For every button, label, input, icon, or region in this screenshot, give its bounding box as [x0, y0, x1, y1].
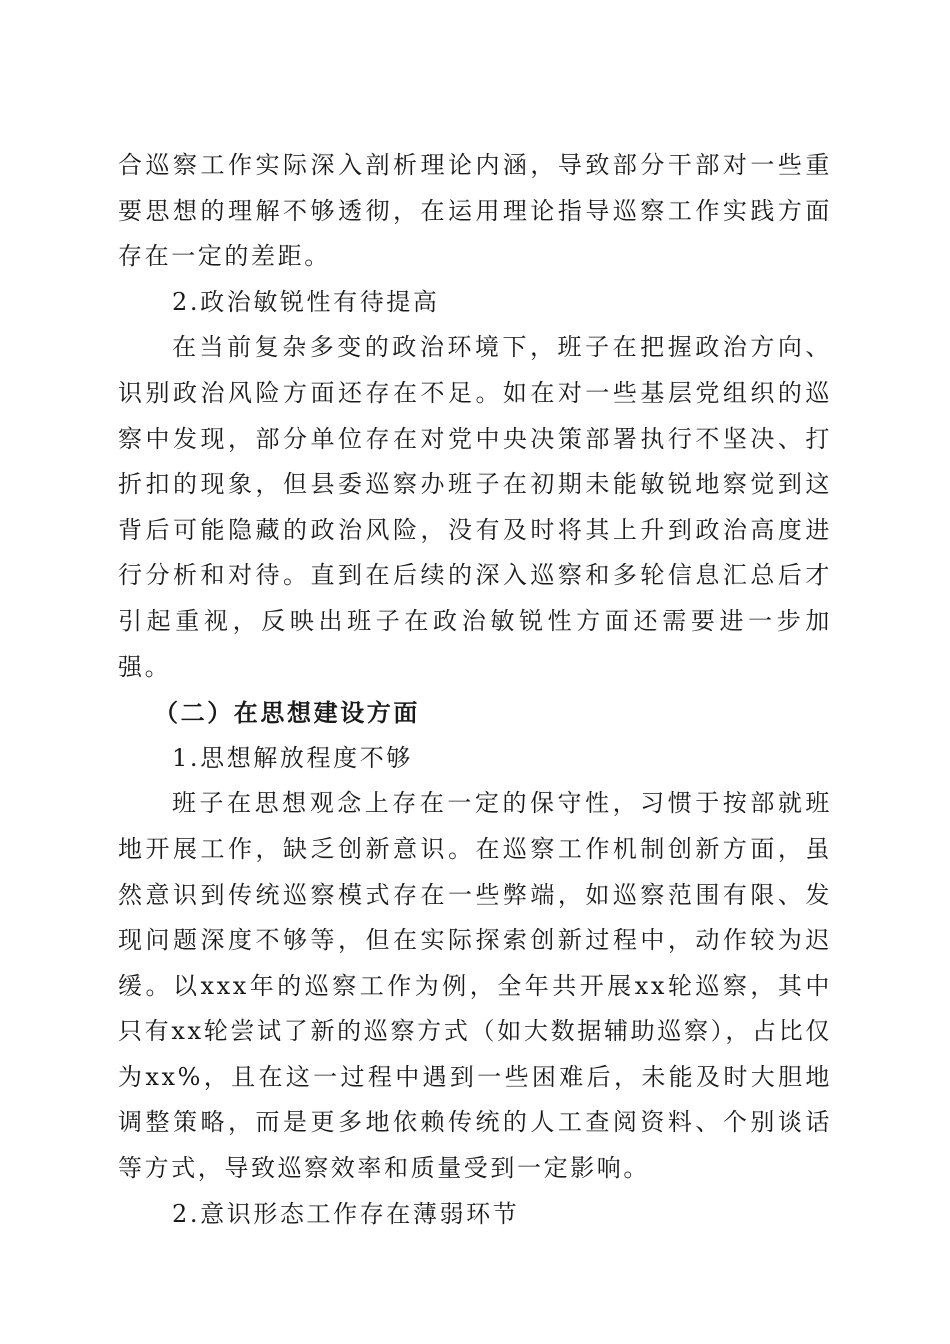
paragraph-continuation: 合巡察工作实际深入剖析理论内涵，导致部分干部对一些重要思想的理解不够透彻，在运用理论指导巡察工作实践方面存在一定的差距。 — [118, 151, 832, 271]
document-body — [118, 143, 832, 1237]
section-heading-ideological-construction: （二）在思想建设方面 — [154, 698, 420, 728]
paragraph-political-sensitivity: 在当前复杂多变的政治环境下，班子在把握政治方向、识别政治风险方面还存在不足。如在对一些基层党组织的巡察中发现，部分单位存在对党中央决策部署执行不坚决、打折扣的现象，但县委巡察办班子在初期未能敏锐地察觉到这背后可能隐藏的政治风险，没有及时将其上升到政治高度进行分析和对待。直到在后续的深入巡察和多轮信息汇总后才引起重视，反映出班子在政治敏锐性方面还需要进一步加强。 — [118, 333, 832, 681]
subheading-ideology-work: 2.意识形态工作存在薄弱环节 — [172, 1199, 520, 1228]
subheading-ideological-emancipation: 1.思想解放程度不够 — [172, 743, 413, 772]
paragraph-ideological-emancipation: 班子在思想观念上存在一定的保守性，习惯于按部就班地开展工作，缺乏创新意识。在巡察工作机制创新方面，虽然意识到传统巡察模式存在一些弊端，如巡察范围有限、发现问题深度不够等，但在实际探索创新过程中，动作较为迟缓。以xxx年的巡察工作为例，全年共开展xx轮巡察，其中只有xx轮尝试了新的巡察方式（如大数据辅助巡察），占比仅为xx%，且在这一过程中遇到一些困难后，未能及时大胆地调整策略，而是更多地依赖传统的人工查阅资料、个别谈话等方式，导致巡察效率和质量受到一定影响。 — [118, 789, 832, 1183]
subheading-political-sensitivity: 2.政治敏锐性有待提高 — [172, 287, 440, 316]
